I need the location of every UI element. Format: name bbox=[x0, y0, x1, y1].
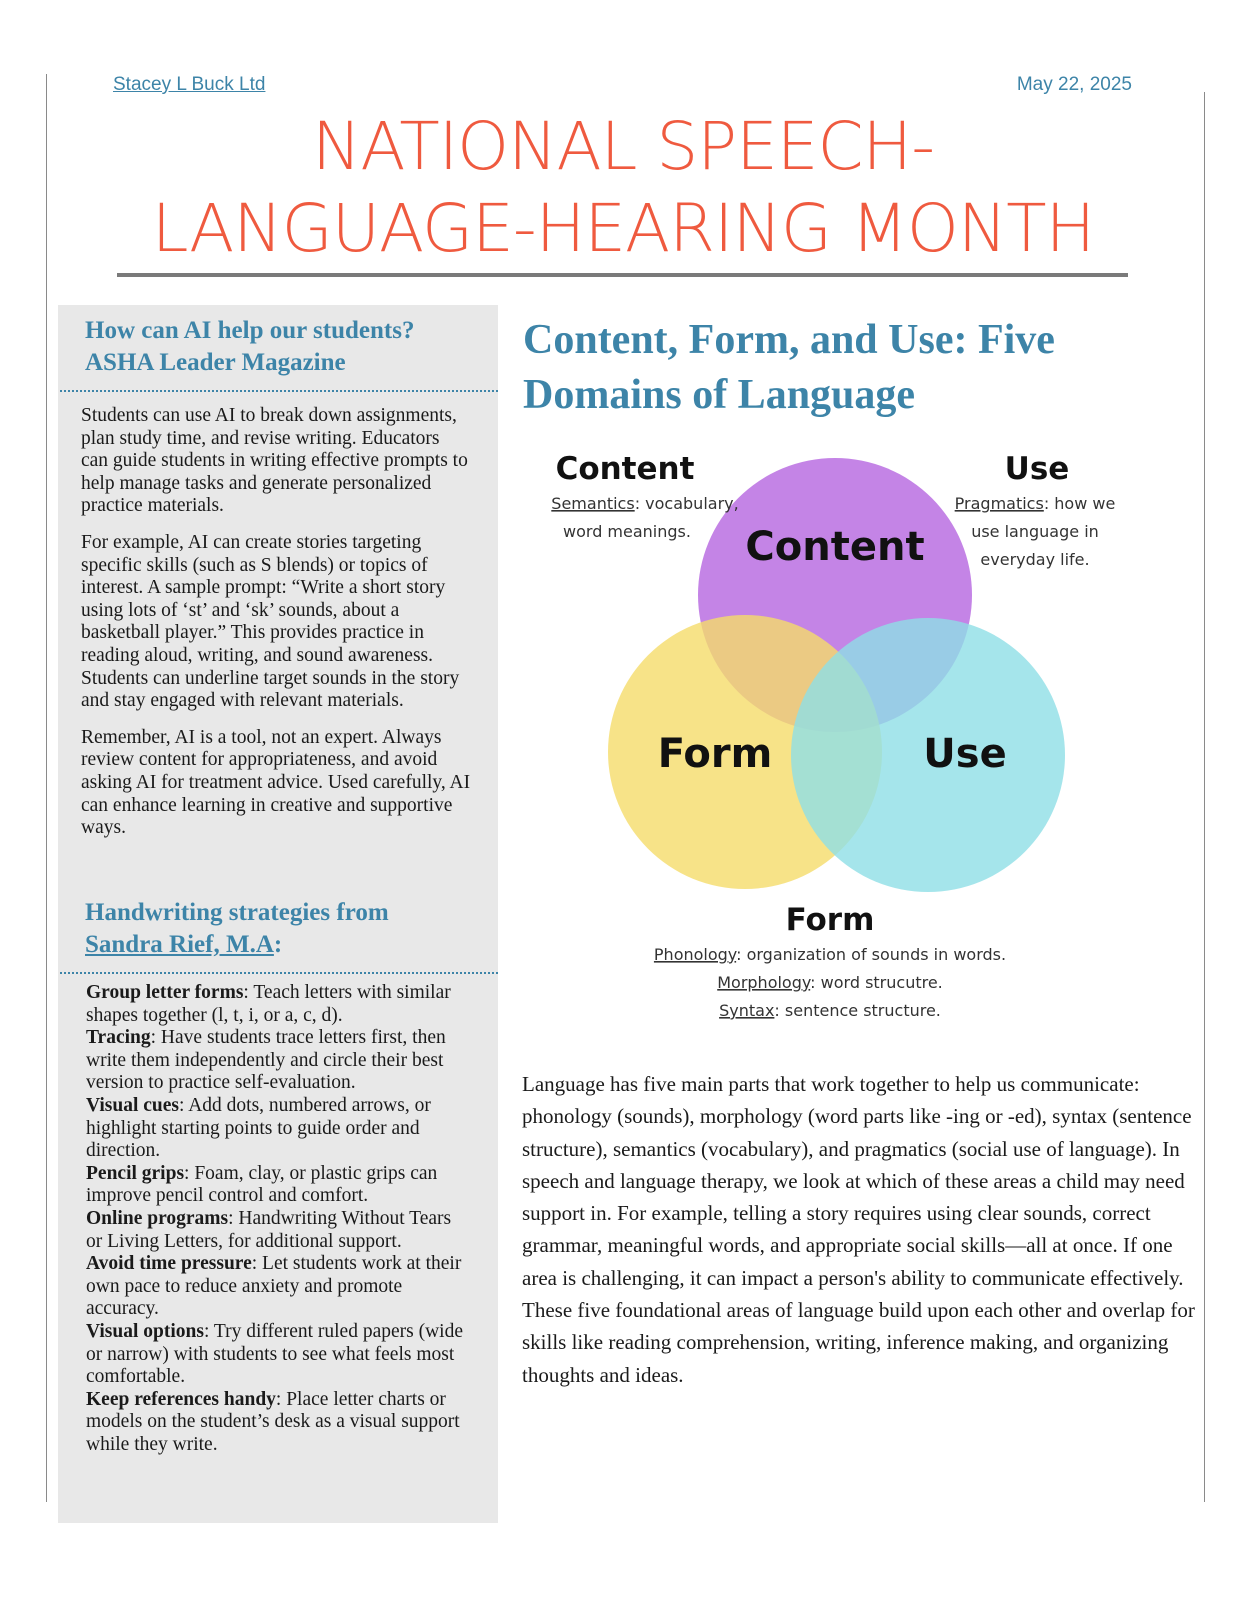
ai-section-heading-line2: ASHA Leader Magazine bbox=[85, 349, 346, 376]
strategy-text: : Add dots, numbered arrows, or highlight starting points to guide order and direction. bbox=[86, 1094, 431, 1162]
semantics-term: Semantics bbox=[551, 494, 635, 513]
title-divider bbox=[117, 273, 1128, 277]
strategy-term: Visual cues bbox=[86, 1094, 179, 1116]
use-note-line1 bbox=[955, 494, 1116, 513]
article-title-line2: Domains of Language bbox=[523, 372, 916, 418]
newsletter-title bbox=[60, 106, 1186, 270]
form-note-lines bbox=[654, 945, 1006, 1020]
handwriting-strategy-item bbox=[86, 1095, 466, 1163]
org-name-link[interactable]: Stacey L Buck Ltd bbox=[113, 74, 266, 95]
strategy-term: Online programs bbox=[86, 1207, 229, 1229]
content-circle-label: Content bbox=[745, 524, 925, 570]
ai-section-heading bbox=[85, 315, 495, 379]
content-note-line1 bbox=[551, 494, 738, 513]
strategy-text: : Place letter charts or models on the student’s desk as a visual support while they write. bbox=[86, 1388, 460, 1455]
strategy-text: : Have students trace letters first, then write them independently and circle their best version to practice self-evaluation. bbox=[86, 1027, 446, 1094]
handwriting-section-heading bbox=[85, 897, 495, 961]
pragmatics-term: Pragmatics bbox=[954, 494, 1044, 513]
ai-paragraph-2: For example, AI can create stories targeting specific skills (such as S blends) or topics of interest. A sample prompt: “Write a short story using lots of ‘st’ and ‘sk’ sounds, about a basketball player.” This provides practice in reading aloud, writing, and sound awareness. Students can underline target sounds in the story and stay engaged with relevant materials. bbox=[81, 531, 460, 712]
use-note-line1-rest: : how we bbox=[1043, 494, 1116, 513]
strategy-term: Pencil grips bbox=[86, 1162, 185, 1184]
heading-colon: : bbox=[273, 931, 283, 958]
strategy-term: Visual options bbox=[86, 1320, 204, 1342]
strategy-text: : Handwriting Without Tears or Living Letters, for additional support. bbox=[86, 1207, 452, 1252]
form-note-term: Phonology bbox=[653, 945, 737, 964]
strategy-text: : Teach letters with similar shapes together (l, t, i, or a, c, d). bbox=[86, 982, 451, 1026]
article-title-line1: Content, Form, and Use: Five bbox=[523, 317, 1055, 363]
strategy-text: : Let students work at their own pace to reduce anxiety and promote accuracy. bbox=[86, 1253, 462, 1320]
handwriting-strategy-item bbox=[86, 1253, 466, 1321]
form-note-line bbox=[654, 945, 1006, 964]
page-margin-line-right bbox=[1204, 92, 1205, 1502]
article-title bbox=[523, 313, 1203, 423]
form-note-desc: : organization of sounds in words. bbox=[736, 945, 1007, 964]
strategy-text: : Try different ruled papers (wide or narrow) with students to see what feels most comfortable. bbox=[86, 1320, 463, 1388]
newsletter-date: May 22, 2025 bbox=[1016, 74, 1132, 95]
use-note-heading: Use bbox=[1004, 455, 1070, 487]
form-note-desc: : word strucutre. bbox=[810, 973, 943, 992]
content-note-heading: Content bbox=[555, 455, 695, 487]
form-circle-label: Form bbox=[657, 731, 773, 777]
handwriting-section-divider bbox=[60, 972, 498, 974]
strategy-term: Keep references handy bbox=[86, 1388, 276, 1410]
form-note-heading: Form bbox=[785, 902, 875, 938]
handwriting-strategy-item bbox=[86, 1027, 466, 1095]
form-note-line bbox=[717, 973, 943, 992]
handwriting-strategy-item bbox=[86, 1208, 466, 1253]
content-note-line1-rest: : vocabulary, bbox=[634, 494, 739, 513]
ai-section-heading-line1: How can AI help our students? bbox=[85, 317, 415, 344]
ai-section-body bbox=[81, 405, 471, 854]
handwriting-heading-line2 bbox=[85, 929, 495, 961]
handwriting-strategy-item bbox=[86, 1321, 466, 1389]
language-domains-venn-diagram bbox=[545, 455, 1185, 1055]
strategy-term: Avoid time pressure bbox=[86, 1253, 252, 1275]
content-note-line2: word meanings. bbox=[563, 522, 691, 541]
handwriting-strategy-item bbox=[86, 1389, 466, 1457]
handwriting-strategy-item bbox=[86, 1163, 466, 1208]
form-note-line bbox=[719, 1001, 941, 1020]
handwriting-strategy-item bbox=[86, 982, 466, 1027]
use-circle-label: Use bbox=[923, 731, 1007, 777]
form-note-term: Syntax bbox=[719, 1001, 775, 1020]
sandra-rief-link[interactable]: Sandra Rief, M.A bbox=[85, 931, 274, 958]
page-margin-line-left bbox=[46, 74, 47, 1502]
ai-paragraph-3: Remember, AI is a tool, not an expert. Always review content for appropriateness, and avoid asking AI for treatment advice. Used carefully, AI can enhance learning in creative and supportive ways. bbox=[81, 726, 471, 839]
ai-paragraph-1: Students can use AI to break down assignments, plan study time, and revise writing. Educators can guide students in writing effective prompts to help manage tasks and generate personalized practice materials. bbox=[81, 405, 468, 517]
form-note-desc: : sentence structure. bbox=[774, 1001, 941, 1020]
strategy-text: : Foam, clay, or plastic grips can improve pencil control and comfort. bbox=[86, 1162, 438, 1207]
handwriting-heading-line1: Handwriting strategies from bbox=[85, 899, 389, 926]
strategy-term: Group letter forms bbox=[86, 982, 244, 1003]
handwriting-strategy-list bbox=[86, 982, 466, 1456]
newsletter-title-line1: NATIONAL SPEECH- bbox=[311, 108, 935, 185]
form-note-term: Morphology bbox=[717, 973, 811, 992]
article-body: Language has five main parts that work together to help us communicate: phonology (sounds), morphology (word parts like -ing or -ed), syntax (sentence structure), semantics (vocabulary), and pragmatics (social use of language). In speech and language therapy, we look at which of these areas a child may need support in. For example, telling a story requires using clear sounds, correct grammar, meaningful words, and appropriate social skills—all at once. If one area is challenging, it can impact a person's ability to communicate effectively. These five foundational areas of language build upon each other and overlap for skills like reading comprehension, writing, inference making, and organizing thoughts and ideas. bbox=[522, 1072, 1195, 1387]
strategy-term: Tracing bbox=[86, 1027, 151, 1049]
sidebar bbox=[58, 305, 498, 1523]
use-note-line2: use language in bbox=[971, 522, 1099, 541]
use-note-line3: everyday life. bbox=[980, 550, 1090, 569]
newsletter-title-line2: LANGUAGE-HEARING MONTH bbox=[151, 190, 1095, 267]
ai-section-divider bbox=[60, 390, 498, 392]
